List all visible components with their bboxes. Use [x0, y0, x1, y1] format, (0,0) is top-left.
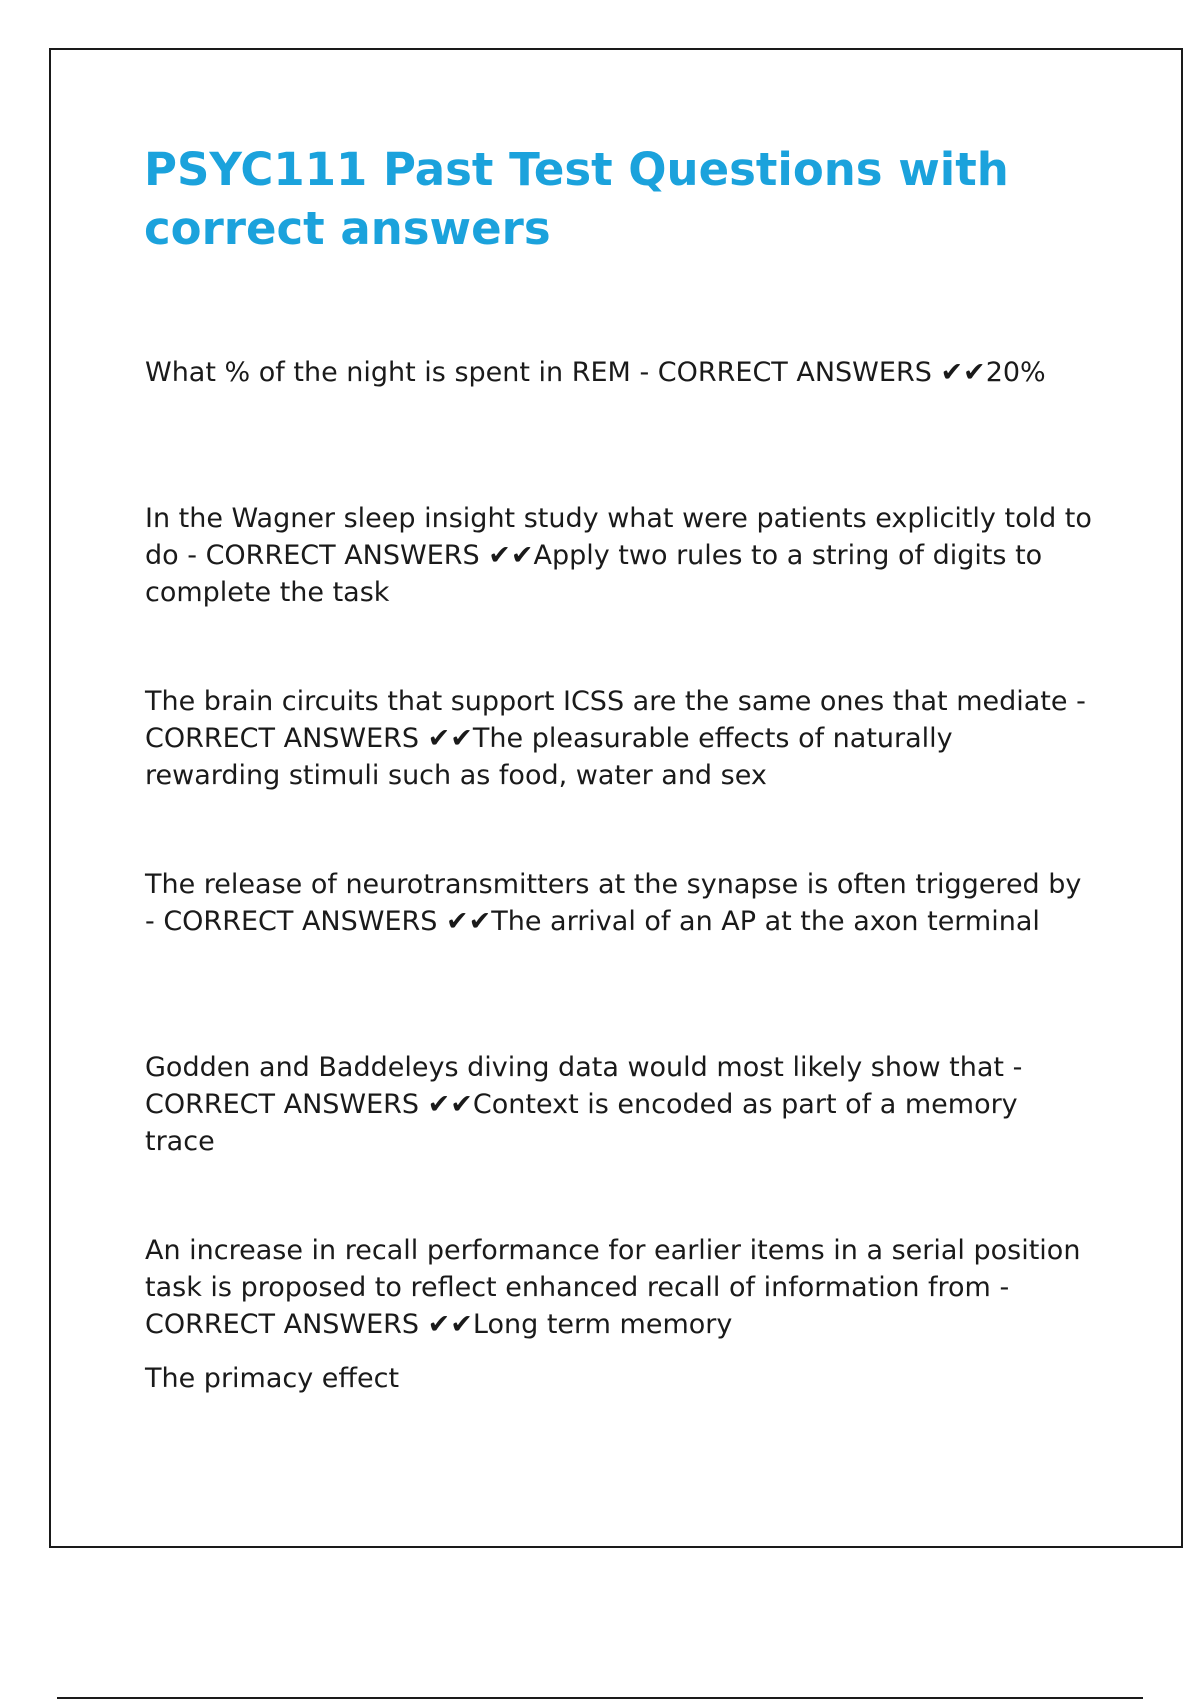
qa-item-6 — [145, 1232, 1095, 1343]
qa-item-3 — [145, 683, 1095, 794]
answer-separator: - CORRECT ANSWERS — [145, 1272, 1010, 1340]
qa-item-4 — [145, 866, 1095, 940]
question-text: An increase in recall performance for earlier items in a serial position task is proposed to reflect enhanced recall of information from — [145, 1235, 1081, 1303]
qa-item-2 — [145, 500, 1095, 611]
answer-text: The arrival of an AP at the axon terminal — [491, 906, 1040, 937]
answer-text: Apply two rules to a string of digits to complete the task — [145, 540, 1043, 608]
answer-text: Long term memory — [472, 1309, 733, 1340]
qa-item-5 — [145, 1049, 1095, 1160]
document-title: PSYC111 Past Test Questions with correct answers — [144, 143, 1009, 255]
answer-separator: - CORRECT ANSWERS — [178, 540, 489, 571]
question-text: Godden and Baddeleys diving data would most likely show that — [145, 1052, 1004, 1083]
question-text: The release of neurotransmitters at the synapse is often triggered by — [145, 869, 1082, 900]
question-text: What % of the night is spent in REM — [145, 357, 631, 388]
answer-text: Context is encoded as part of a memory trace — [145, 1089, 1018, 1157]
answer-text: 20% — [985, 357, 1046, 388]
question-text: The brain circuits that support ICSS are the same ones that mediate — [145, 686, 1068, 717]
checkmark-icon: ✔✔ — [427, 1309, 473, 1340]
checkmark-icon: ✔✔ — [940, 357, 986, 388]
answer-separator: - CORRECT ANSWERS — [145, 1052, 1023, 1120]
checkmark-icon: ✔✔ — [488, 540, 534, 571]
qa-item-1 — [145, 354, 1095, 391]
checkmark-icon: ✔✔ — [427, 1089, 473, 1120]
checkmark-icon: ✔✔ — [445, 906, 492, 937]
answer-separator: - CORRECT ANSWERS — [145, 686, 1086, 754]
checkmark-icon: ✔✔ — [427, 723, 473, 754]
answer-separator: - CORRECT ANSWERS — [630, 357, 941, 388]
answer-text: The pleasurable effects of naturally rewarding stimuli such as food, water and sex — [145, 723, 953, 791]
question-text: In the Wagner sleep insight study what were patients explicitly told to do — [145, 503, 1092, 571]
answer-continuation: The primacy effect — [145, 1363, 400, 1394]
footer-divider — [57, 1697, 1143, 1699]
answer-separator: - CORRECT ANSWERS — [145, 906, 446, 937]
